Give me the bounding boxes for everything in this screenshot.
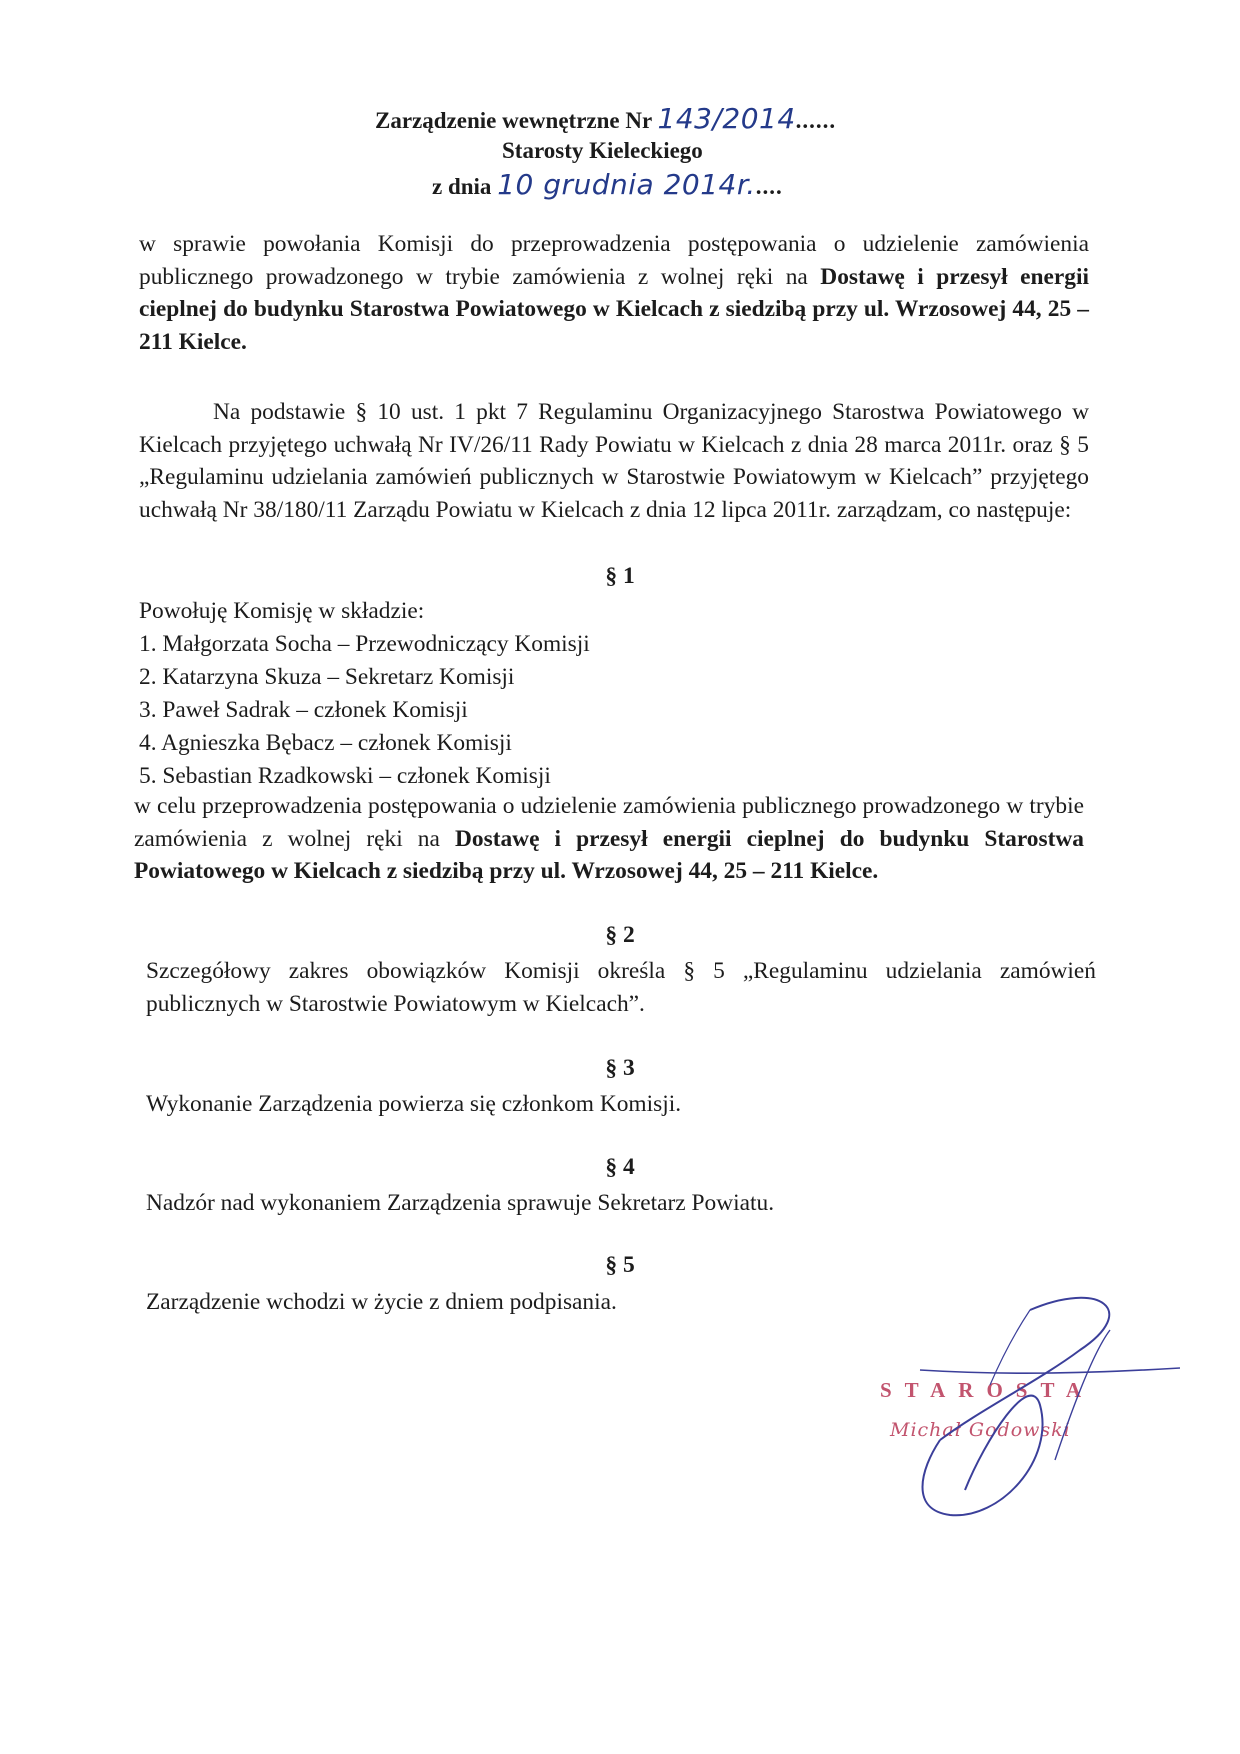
committee-list <box>139 628 1089 793</box>
committee-member: 2. Katarzyna Skuza – Sekretarz Komisji <box>139 663 515 690</box>
section-4-text: Nadzór nad wykonaniem Zarządzenia sprawuje Sekretarz Powiatu. <box>146 1190 775 1216</box>
handwritten-number: 143/2014 <box>657 102 796 135</box>
section-3-text: Wykonanie Zarządzenia powierza się członkom Komisji. <box>146 1091 682 1117</box>
section-1 <box>139 595 1089 793</box>
section-1-lead: Powołuję Komisję w składzie: <box>139 598 425 624</box>
handwritten-date: 10 grudnia 2014r. <box>497 168 756 201</box>
section-2-sign: § 2 <box>605 922 635 948</box>
committee-member: 1. Małgorzata Socha – Przewodniczący Komisji <box>139 630 590 657</box>
dotted-fill: ...... <box>795 108 837 133</box>
handwritten-signature <box>880 1290 1180 1550</box>
title-line <box>375 102 836 135</box>
issuer-line: Starosty Kieleckiego <box>502 138 703 163</box>
dotted-fill: .... <box>755 174 783 199</box>
date-label: z dnia <box>432 174 492 199</box>
stamp-title: STAROSTA <box>880 1378 1095 1402</box>
purpose-intro: w celu przeprowadzenia postępowania o udzielenie zamówienia publicznego prowadzonego w trybie zamówienia z wolnej ręki na <box>134 793 1084 852</box>
section-3-sign: § 3 <box>605 1055 635 1081</box>
subject-bold: Dostawę i przesył energii cieplnej do budynku Starostwa Powiatowego w Kielcach z siedzibą przy ul. Wrzosowej 44, 25 – 211 Kielce. <box>139 263 1089 355</box>
purpose-bold: Dostawę i przesył energii cieplnej do budynku Starostwa Powiatowego w Kielcach z siedzibą przy ul. Wrzosowej 44, 25 – 211 Kielce. <box>134 825 1084 884</box>
section-1-purpose <box>134 790 1084 888</box>
committee-member: 5. Sebastian Rzadkowski – członek Komisji <box>139 762 551 789</box>
section-2-text: Szczegółowy zakres obowiązków Komisji określa § 5 „Regulaminu udzielania zamówień publicznych w Starostwie Powiatowym w Kielcach”. <box>146 958 1096 1017</box>
document-title: Zarządzenie wewnętrzne Nr <box>375 108 652 133</box>
preamble-paragraph: Na podstawie § 10 ust. 1 pkt 7 Regulaminu Organizacyjnego Starostwa Powiatowego w Kielcach przyjętego uchwałą Nr IV/26/11 Rady Powiatu w Kielcach z dnia 28 marca 2011r. oraz § 5 „Regulaminu udzielania zamówień publicznych w Starostwie Powiatowym w Kielcach” przyjętego uchwałą Nr 38/180/11 Zarządu Powiatu w Kielcach z dnia 12 lipca 2011r. zarządzam, co następuje: <box>139 399 1089 523</box>
section-1-sign: § 1 <box>605 563 635 589</box>
committee-member: 3. Paweł Sadrak – członek Komisji <box>139 696 468 723</box>
committee-member: 4. Agnieszka Bębacz – członek Komisji <box>139 729 512 756</box>
subject-intro: w sprawie powołania Komisji do przeprowadzenia postępowania o udzielenie zamówienia publicznego prowadzonego w trybie zamówienia z wolnej ręki na <box>139 231 1089 290</box>
stamp-name: Michał Godowski <box>890 1419 1071 1441</box>
subject-paragraph <box>139 228 1089 358</box>
section-5-text: Zarządzenie wchodzi w życie z dniem podpisania. <box>146 1289 617 1315</box>
section-5-sign: § 5 <box>605 1252 635 1278</box>
date-line <box>432 168 783 201</box>
section-4-sign: § 4 <box>605 1154 635 1180</box>
